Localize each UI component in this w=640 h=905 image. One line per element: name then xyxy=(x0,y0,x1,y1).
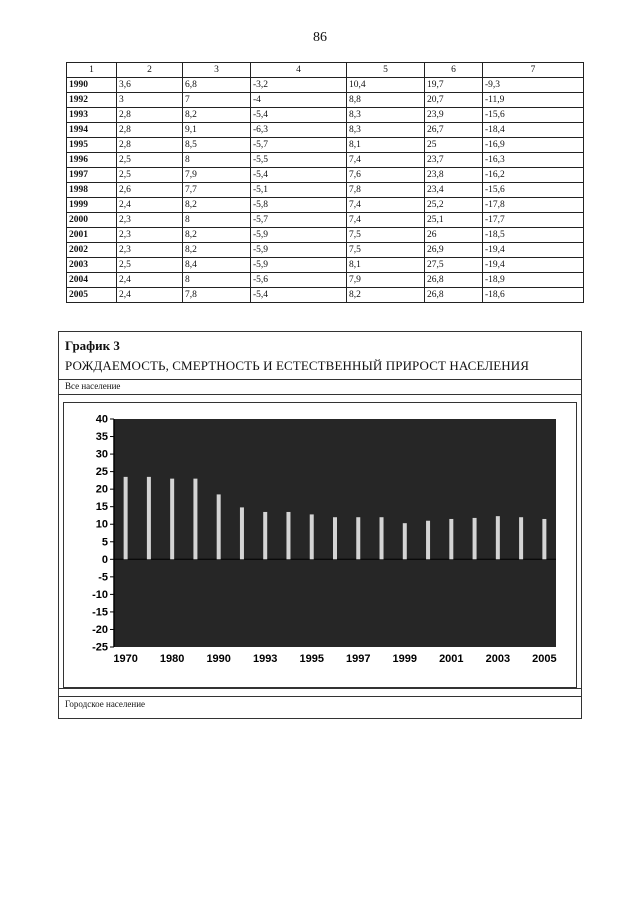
y-tick-label: -20 xyxy=(92,623,108,636)
year-cell: 2001 xyxy=(67,228,117,243)
table-cell: 7,8 xyxy=(347,183,425,198)
table-cell: 8,8 xyxy=(347,93,425,108)
divider xyxy=(59,394,581,395)
table-cell: -5,5 xyxy=(251,153,347,168)
table-cell: 10,4 xyxy=(347,78,425,93)
table-cell: 8,5 xyxy=(183,138,251,153)
table-cell: 8,2 xyxy=(183,228,251,243)
bar xyxy=(426,521,430,560)
y-tick-label: 25 xyxy=(95,466,108,479)
table-cell: -18,5 xyxy=(483,228,584,243)
table-cell: 26,8 xyxy=(425,273,483,288)
divider xyxy=(59,688,581,689)
bar xyxy=(263,512,267,559)
table-cell: 7,4 xyxy=(347,213,425,228)
table-cell: -6,3 xyxy=(251,123,347,138)
table-body xyxy=(67,78,584,303)
bar xyxy=(356,517,360,559)
divider xyxy=(59,379,581,380)
table-row xyxy=(67,258,584,273)
table-cell: 2,5 xyxy=(117,258,183,273)
table-cell: 23,8 xyxy=(425,168,483,183)
table-row xyxy=(67,288,584,303)
table-cell: 23,9 xyxy=(425,108,483,123)
table-cell: 26,7 xyxy=(425,123,483,138)
year-cell: 1994 xyxy=(67,123,117,138)
table-cell: -11,9 xyxy=(483,93,584,108)
table-cell: 7,8 xyxy=(183,288,251,303)
table-cell: 23,4 xyxy=(425,183,483,198)
y-tick-label: 30 xyxy=(95,448,108,461)
year-cell: 1999 xyxy=(67,198,117,213)
bar xyxy=(240,507,244,559)
table-cell: 2,4 xyxy=(117,273,183,288)
table-cell: 3,6 xyxy=(117,78,183,93)
table-cell: 8,2 xyxy=(183,243,251,258)
table-cell: 19,7 xyxy=(425,78,483,93)
table-cell: -4 xyxy=(251,93,347,108)
graph-title: График 3 xyxy=(65,338,120,353)
y-tick-label: 20 xyxy=(95,483,108,496)
table-cell: 8,2 xyxy=(183,108,251,123)
year-cell: 2004 xyxy=(67,273,117,288)
x-tick-label: 2005 xyxy=(532,653,557,665)
year-cell: 1997 xyxy=(67,168,117,183)
table-cell: -5,1 xyxy=(251,183,347,198)
x-tick-label: 1995 xyxy=(299,653,324,665)
table-row xyxy=(67,243,584,258)
x-tick-label: 1980 xyxy=(159,653,185,665)
y-tick-label: 15 xyxy=(95,501,108,514)
x-tick-label: 1993 xyxy=(252,653,278,665)
y-tick-label: 10 xyxy=(95,518,108,531)
column-header: 2 xyxy=(117,63,183,78)
table-row xyxy=(67,108,584,123)
table-cell: 8,2 xyxy=(183,198,251,213)
table-cell: 2,3 xyxy=(117,243,183,258)
divider xyxy=(59,696,581,697)
table-cell: 26,9 xyxy=(425,243,483,258)
column-header: 7 xyxy=(483,63,584,78)
y-tick-label: -15 xyxy=(92,606,108,619)
table-cell: 8,4 xyxy=(183,258,251,273)
section-label-all: Все население xyxy=(65,381,121,391)
table-cell: 8,1 xyxy=(347,258,425,273)
table-header-row xyxy=(67,63,584,78)
table-cell: 8,3 xyxy=(347,108,425,123)
table-cell: 2,3 xyxy=(117,213,183,228)
table-cell: -5,9 xyxy=(251,258,347,273)
table-cell: -3,2 xyxy=(251,78,347,93)
chart-frame xyxy=(63,402,577,688)
bar xyxy=(217,494,221,559)
table-row xyxy=(67,78,584,93)
table-row xyxy=(67,138,584,153)
year-cell: 1998 xyxy=(67,183,117,198)
section-label-urban: Городское население xyxy=(65,699,146,709)
table-row xyxy=(67,228,584,243)
table-cell: -18,9 xyxy=(483,273,584,288)
table-row xyxy=(67,153,584,168)
y-tick-label: 35 xyxy=(95,431,108,444)
y-tick-label: -25 xyxy=(92,641,108,654)
column-header: 3 xyxy=(183,63,251,78)
y-tick-label: 0 xyxy=(101,553,108,566)
table-row xyxy=(67,93,584,108)
year-cell: 2003 xyxy=(67,258,117,273)
year-cell: 1990 xyxy=(67,78,117,93)
table-cell: 20,7 xyxy=(425,93,483,108)
table-cell: 2,6 xyxy=(117,183,183,198)
table-cell: 2,5 xyxy=(117,168,183,183)
data-table xyxy=(66,62,584,303)
table-cell: -17,8 xyxy=(483,198,584,213)
x-tick-label: 1970 xyxy=(113,653,138,665)
table-cell: 7,4 xyxy=(347,198,425,213)
bar xyxy=(193,479,197,560)
table-cell: 25,1 xyxy=(425,213,483,228)
y-tick-label: -5 xyxy=(98,571,108,584)
x-tick-label: 1990 xyxy=(206,653,231,665)
column-header: 4 xyxy=(251,63,347,78)
table-cell: -16,9 xyxy=(483,138,584,153)
table-cell: -5,9 xyxy=(251,228,347,243)
table-cell: 2,4 xyxy=(117,198,183,213)
table-cell: 2,4 xyxy=(117,288,183,303)
table-cell: 7,5 xyxy=(347,243,425,258)
bar xyxy=(542,519,546,559)
table-cell: 2,3 xyxy=(117,228,183,243)
table-cell: 7,9 xyxy=(183,168,251,183)
bar xyxy=(286,512,290,559)
table-cell: -19,4 xyxy=(483,243,584,258)
table-cell: 6,8 xyxy=(183,78,251,93)
table-cell: 7 xyxy=(183,93,251,108)
year-cell: 1993 xyxy=(67,108,117,123)
table-cell: -5,8 xyxy=(251,198,347,213)
table-cell: 8,1 xyxy=(347,138,425,153)
table-cell: 7,9 xyxy=(347,273,425,288)
x-tick-label: 1997 xyxy=(346,653,371,665)
bar xyxy=(380,517,384,559)
bar xyxy=(473,518,477,559)
table-cell: 8 xyxy=(183,213,251,228)
table-cell: -5,6 xyxy=(251,273,347,288)
table-cell: -5,4 xyxy=(251,288,347,303)
bar xyxy=(519,517,523,559)
table-cell: 25 xyxy=(425,138,483,153)
table-cell: 8 xyxy=(183,273,251,288)
year-cell: 1992 xyxy=(67,93,117,108)
bar xyxy=(310,514,314,559)
table-cell: 2,8 xyxy=(117,138,183,153)
table-cell: -5,9 xyxy=(251,243,347,258)
table-cell: -5,4 xyxy=(251,168,347,183)
table-cell: -19,4 xyxy=(483,258,584,273)
table-cell: 7,6 xyxy=(347,168,425,183)
table-cell: 7,7 xyxy=(183,183,251,198)
year-cell: 2005 xyxy=(67,288,117,303)
bar xyxy=(403,523,407,559)
table-cell: -9,3 xyxy=(483,78,584,93)
table-cell: 7,5 xyxy=(347,228,425,243)
graph-panel xyxy=(58,331,582,719)
table-cell: -17,7 xyxy=(483,213,584,228)
table-cell: 9,1 xyxy=(183,123,251,138)
bar xyxy=(496,516,500,559)
table-row xyxy=(67,198,584,213)
table-row xyxy=(67,123,584,138)
table-cell: 2,5 xyxy=(117,153,183,168)
table-cell: 2,8 xyxy=(117,123,183,138)
bar xyxy=(147,477,151,559)
table-row xyxy=(67,213,584,228)
table-cell: -5,4 xyxy=(251,108,347,123)
table-cell: 3 xyxy=(117,93,183,108)
year-cell: 2000 xyxy=(67,213,117,228)
table-row xyxy=(67,183,584,198)
bar-chart xyxy=(64,403,576,687)
table-cell: 8,3 xyxy=(347,123,425,138)
table-cell: -5,7 xyxy=(251,213,347,228)
bar xyxy=(170,479,174,560)
table-cell: -16,2 xyxy=(483,168,584,183)
bar xyxy=(449,519,453,559)
bar xyxy=(333,517,337,559)
table-cell: 27,5 xyxy=(425,258,483,273)
table-cell: -16,3 xyxy=(483,153,584,168)
table-cell: -18,4 xyxy=(483,123,584,138)
y-tick-label: -10 xyxy=(92,588,108,601)
table-cell: -18,6 xyxy=(483,288,584,303)
table-cell: 26 xyxy=(425,228,483,243)
column-header: 1 xyxy=(67,63,117,78)
table-cell: 23,7 xyxy=(425,153,483,168)
x-tick-label: 1999 xyxy=(392,653,418,665)
page-number: 86 xyxy=(313,30,327,45)
table-row xyxy=(67,168,584,183)
graph-subtitle: РОЖДАЕМОСТЬ, СМЕРТНОСТЬ И ЕСТЕСТВЕННЫЙ ПРИРОСТ НАСЕЛЕНИЯ xyxy=(65,358,530,373)
table-cell: -15,6 xyxy=(483,108,584,123)
bar xyxy=(124,477,128,559)
year-cell: 1996 xyxy=(67,153,117,168)
table-row xyxy=(67,273,584,288)
year-cell: 2002 xyxy=(67,243,117,258)
table-cell: 7,4 xyxy=(347,153,425,168)
table-cell: -15,6 xyxy=(483,183,584,198)
y-tick-label: 40 xyxy=(95,413,108,426)
x-tick-label: 2003 xyxy=(485,653,511,665)
table-cell: 8,2 xyxy=(347,288,425,303)
table-cell: 25,2 xyxy=(425,198,483,213)
table-cell: 8 xyxy=(183,153,251,168)
table-cell: 26,8 xyxy=(425,288,483,303)
column-header: 6 xyxy=(425,63,483,78)
x-tick-label: 2001 xyxy=(439,653,464,665)
year-cell: 1995 xyxy=(67,138,117,153)
y-tick-label: 5 xyxy=(101,536,108,549)
table-cell: 2,8 xyxy=(117,108,183,123)
table-cell: -5,7 xyxy=(251,138,347,153)
column-header: 5 xyxy=(347,63,425,78)
